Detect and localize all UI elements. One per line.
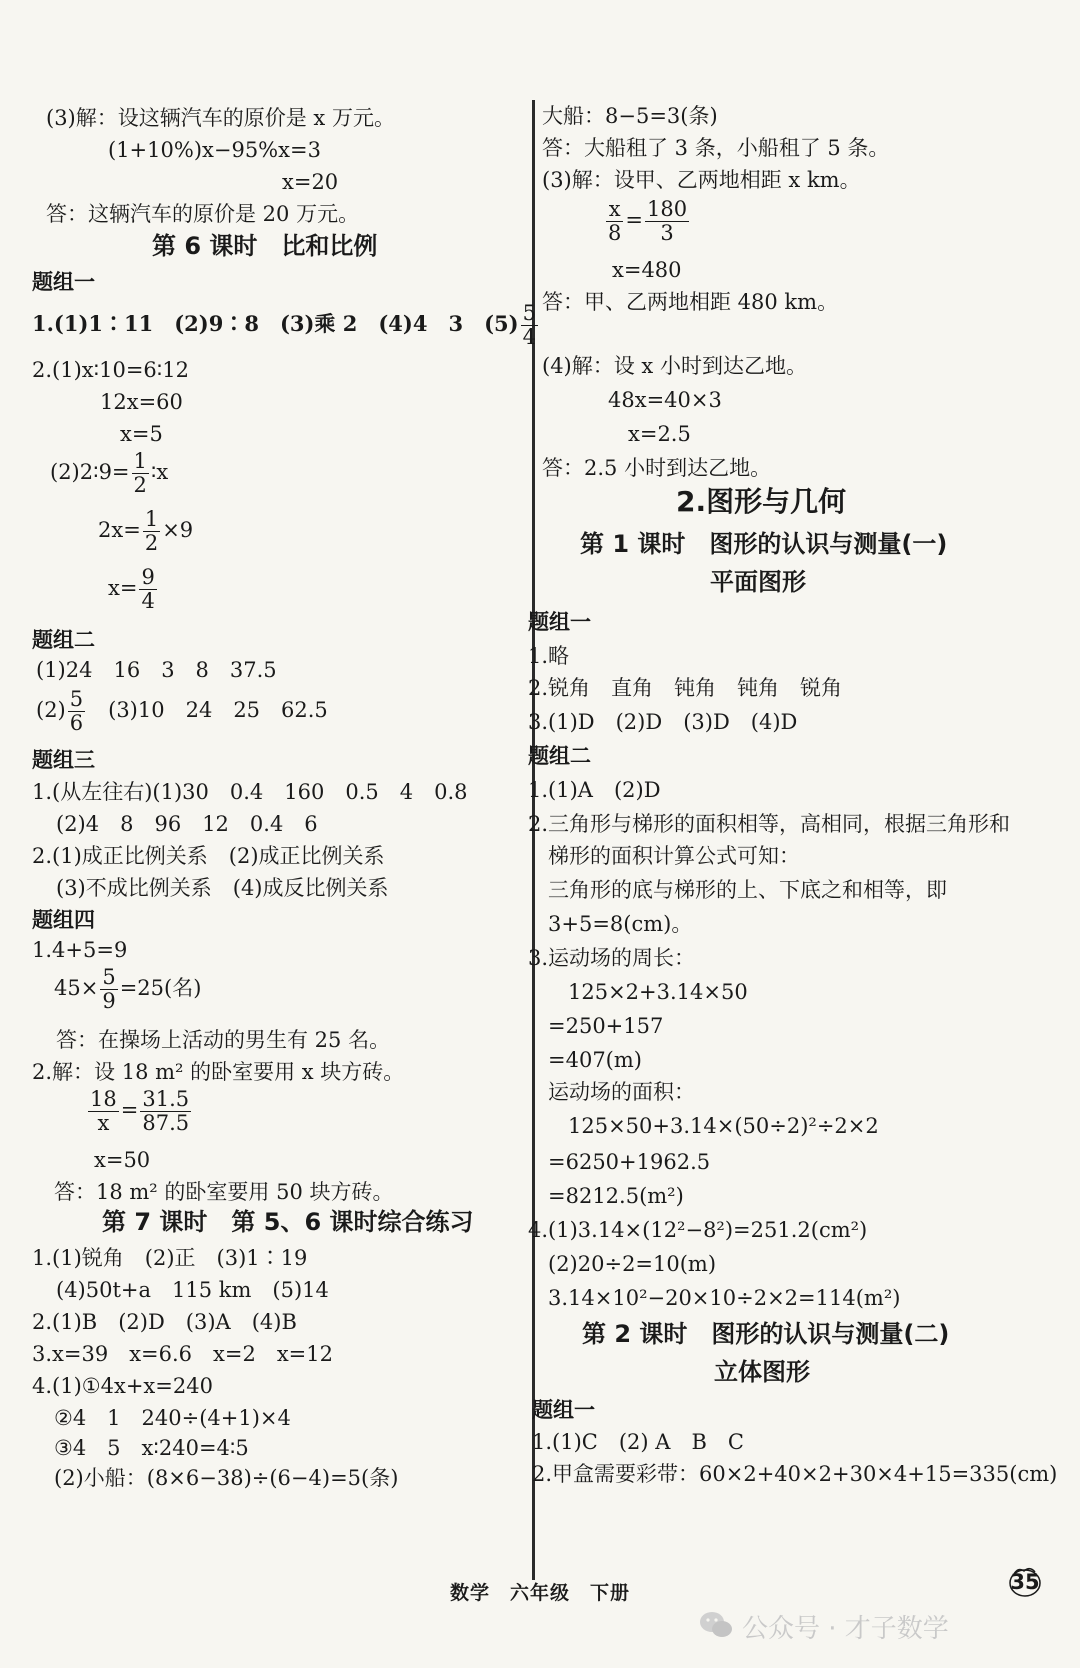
text-line: 2.甲盒需要彩带：60×2+40×2+30×4+15=335(cm) bbox=[532, 1462, 1058, 1486]
text-line: 1.(1)C (2) A B C bbox=[532, 1430, 744, 1454]
equation: (2)20÷2=10(m) bbox=[548, 1252, 717, 1276]
equation: x=5 bbox=[120, 422, 163, 446]
equation: =6250+1962.5 bbox=[548, 1150, 711, 1174]
text-line: (2)4 8 96 12 0.4 6 bbox=[56, 812, 318, 836]
text-line: 2.三角形与梯形的面积相等，高相同，根据三角形和 bbox=[528, 812, 1011, 836]
text-line: 3.x=39 x=6.6 x=2 x=12 bbox=[32, 1342, 333, 1366]
equation: 3.14×10²−20×10÷2×2=114(m²) bbox=[548, 1286, 901, 1310]
equation: (1+10%)x−95%x=3 bbox=[108, 138, 321, 162]
text-line: 梯形的面积计算公式可知： bbox=[548, 844, 800, 868]
text-line: ②4 1 240÷(4+1)×4 bbox=[54, 1406, 291, 1430]
group-heading: 题组二 bbox=[528, 744, 591, 768]
question-2: 2.(1)x∶10=6∶12 bbox=[32, 358, 189, 382]
text-line: 2.锐角 直角 钝角 钝角 锐角 bbox=[528, 676, 843, 700]
group-heading: 题组三 bbox=[32, 748, 95, 772]
answer-line: 答：大船租了 3 条，小船租了 5 条。 bbox=[542, 136, 890, 160]
fraction: $\frac{180}{3}$ bbox=[646, 197, 688, 245]
lesson-7-title: 第 7 课时 第 5、6 课时综合练习 bbox=[102, 1208, 474, 1236]
equation: 125×2+3.14×50 bbox=[568, 980, 748, 1004]
text-line: 三角形的底与梯形的上、下底之和相等，即 bbox=[548, 878, 947, 902]
group-heading: 题组一 bbox=[32, 270, 95, 294]
equation: x=50 bbox=[94, 1148, 151, 1172]
equation: x=480 bbox=[612, 258, 682, 282]
lesson-2-title: 第 2 课时 图形的认识与测量(二) bbox=[582, 1320, 950, 1348]
text-line: (1)24 16 3 8 37.5 bbox=[36, 658, 277, 682]
fraction: $\frac{9}{4}$ bbox=[141, 565, 155, 613]
fraction: $\frac{5}{6}$ bbox=[69, 687, 84, 735]
text-line: (2)小船：(8×6−38)÷(6−4)=5(条) bbox=[54, 1466, 399, 1490]
text-line: 3+5=8(cm)。 bbox=[548, 912, 693, 936]
group-heading: 题组二 bbox=[32, 628, 95, 652]
fraction: $\frac{5}{4}$ bbox=[522, 301, 536, 349]
fraction: $\frac{1}{2}$ bbox=[133, 449, 147, 497]
text-line: 4.(1)3.14×(12²−8²)=251.2(cm²) bbox=[528, 1218, 868, 1242]
equation: $\frac{x}{8}$ = $\frac{180}{3}$ bbox=[608, 197, 688, 245]
text-line: (4)50t+a 115 km (5)14 bbox=[56, 1278, 329, 1302]
answer-line: 答：在操场上活动的男生有 25 名。 bbox=[56, 1028, 391, 1052]
question-1: 1.(1)1∶11 (2)9∶8 (3)乘 2 (4)4 3 (5) $\frac{5}{4}$ bbox=[32, 301, 536, 349]
equation: 45× $\frac{5}{9}$ =25(名) bbox=[54, 965, 202, 1013]
group-heading: 题组一 bbox=[528, 610, 591, 634]
text-line: 1.(1)A (2)D bbox=[528, 778, 661, 802]
equation: x= $\frac{9}{4}$ bbox=[108, 565, 155, 613]
answer-line: 答：18 m² 的卧室要用 50 块方砖。 bbox=[54, 1180, 394, 1204]
equation: 12x=60 bbox=[100, 390, 183, 414]
text-line: 1.略 bbox=[528, 644, 570, 668]
answer-line: 答：2.5 小时到达乙地。 bbox=[542, 456, 772, 480]
section-title: 2.图形与几何 bbox=[676, 485, 847, 518]
equation: $\frac{18}{x}$ = $\frac{31.5}{87.5}$ bbox=[90, 1087, 190, 1135]
equation: 48x=40×3 bbox=[608, 388, 722, 412]
text-line: 2.(1)成正比例关系 (2)成正比例关系 bbox=[32, 844, 385, 868]
answer-line: 答：甲、乙两地相距 480 km。 bbox=[542, 290, 839, 314]
page-footer: 数学 六年级 下册 bbox=[449, 1582, 630, 1604]
answer-line: 答：这辆汽车的原价是 20 万元。 bbox=[46, 202, 360, 226]
wechat-icon bbox=[698, 1610, 734, 1640]
text-line: (4)解：设 x 小时到达乙地。 bbox=[542, 354, 807, 378]
fraction: $\frac{1}{2}$ bbox=[144, 507, 159, 555]
fraction: $\frac{31.5}{87.5}$ bbox=[142, 1087, 190, 1135]
group-heading: 题组四 bbox=[32, 908, 95, 932]
fraction: $\frac{5}{9}$ bbox=[102, 965, 116, 1013]
text-line: (3)解：设这辆汽车的原价是 x 万元。 bbox=[46, 106, 395, 130]
equation: =407(m) bbox=[548, 1048, 642, 1072]
equation: 2x= $\frac{1}{2}$ ×9 bbox=[98, 507, 194, 555]
equation: =250+157 bbox=[548, 1014, 664, 1038]
text-line: 2.(1)B (2)D (3)A (4)B bbox=[32, 1310, 297, 1334]
text-line: (3)解：设甲、乙两地相距 x km。 bbox=[542, 168, 861, 192]
lesson-6-title: 第 6 课时 比和比例 bbox=[152, 232, 378, 260]
equation: x=20 bbox=[282, 170, 339, 194]
text-line: 1.4+5=9 bbox=[32, 938, 128, 962]
text-line: 3.运动场的周长： bbox=[528, 946, 696, 970]
equation: (2)2∶9= $\frac{1}{2}$ ∶x bbox=[50, 449, 169, 497]
fraction: $\frac{18}{x}$ bbox=[90, 1087, 117, 1135]
text-line: (2) $\frac{5}{6}$ (3)10 24 25 62.5 bbox=[36, 687, 328, 735]
equation: =8212.5(m²) bbox=[548, 1184, 684, 1208]
equation: 125×50+3.14×(50÷2)²÷2×2 bbox=[568, 1114, 879, 1138]
page-number: 35 bbox=[1008, 1566, 1042, 1598]
equation: x=2.5 bbox=[628, 422, 691, 446]
text-line: 3.(1)D (2)D (3)D (4)D bbox=[528, 710, 798, 734]
lesson-1-subtitle: 平面图形 bbox=[710, 568, 806, 596]
text-line: 4.(1)①4x+x=240 bbox=[32, 1374, 213, 1398]
text-line: 1.(从左往右)(1)30 0.4 160 0.5 4 0.8 bbox=[32, 780, 468, 804]
text-line: 2.解：设 18 m² 的卧室要用 x 块方砖。 bbox=[32, 1060, 405, 1084]
watermark: 公众号 · 才子数学 bbox=[742, 1614, 949, 1644]
lesson-1-title: 第 1 课时 图形的认识与测量(一) bbox=[580, 530, 948, 558]
text-line: 运动场的面积： bbox=[548, 1080, 695, 1104]
text-line: (3)不成比例关系 (4)成反比例关系 bbox=[56, 876, 389, 900]
text-line: 大船：8−5=3(条) bbox=[542, 104, 718, 128]
text-line: ③4 5 x∶240=4∶5 bbox=[54, 1436, 249, 1460]
text-line: 1.(1)锐角 (2)正 (3)1∶19 bbox=[32, 1246, 308, 1270]
fraction: $\frac{x}{8}$ bbox=[608, 197, 622, 245]
lesson-2-subtitle: 立体图形 bbox=[714, 1358, 810, 1386]
group-heading: 题组一 bbox=[532, 1398, 595, 1422]
